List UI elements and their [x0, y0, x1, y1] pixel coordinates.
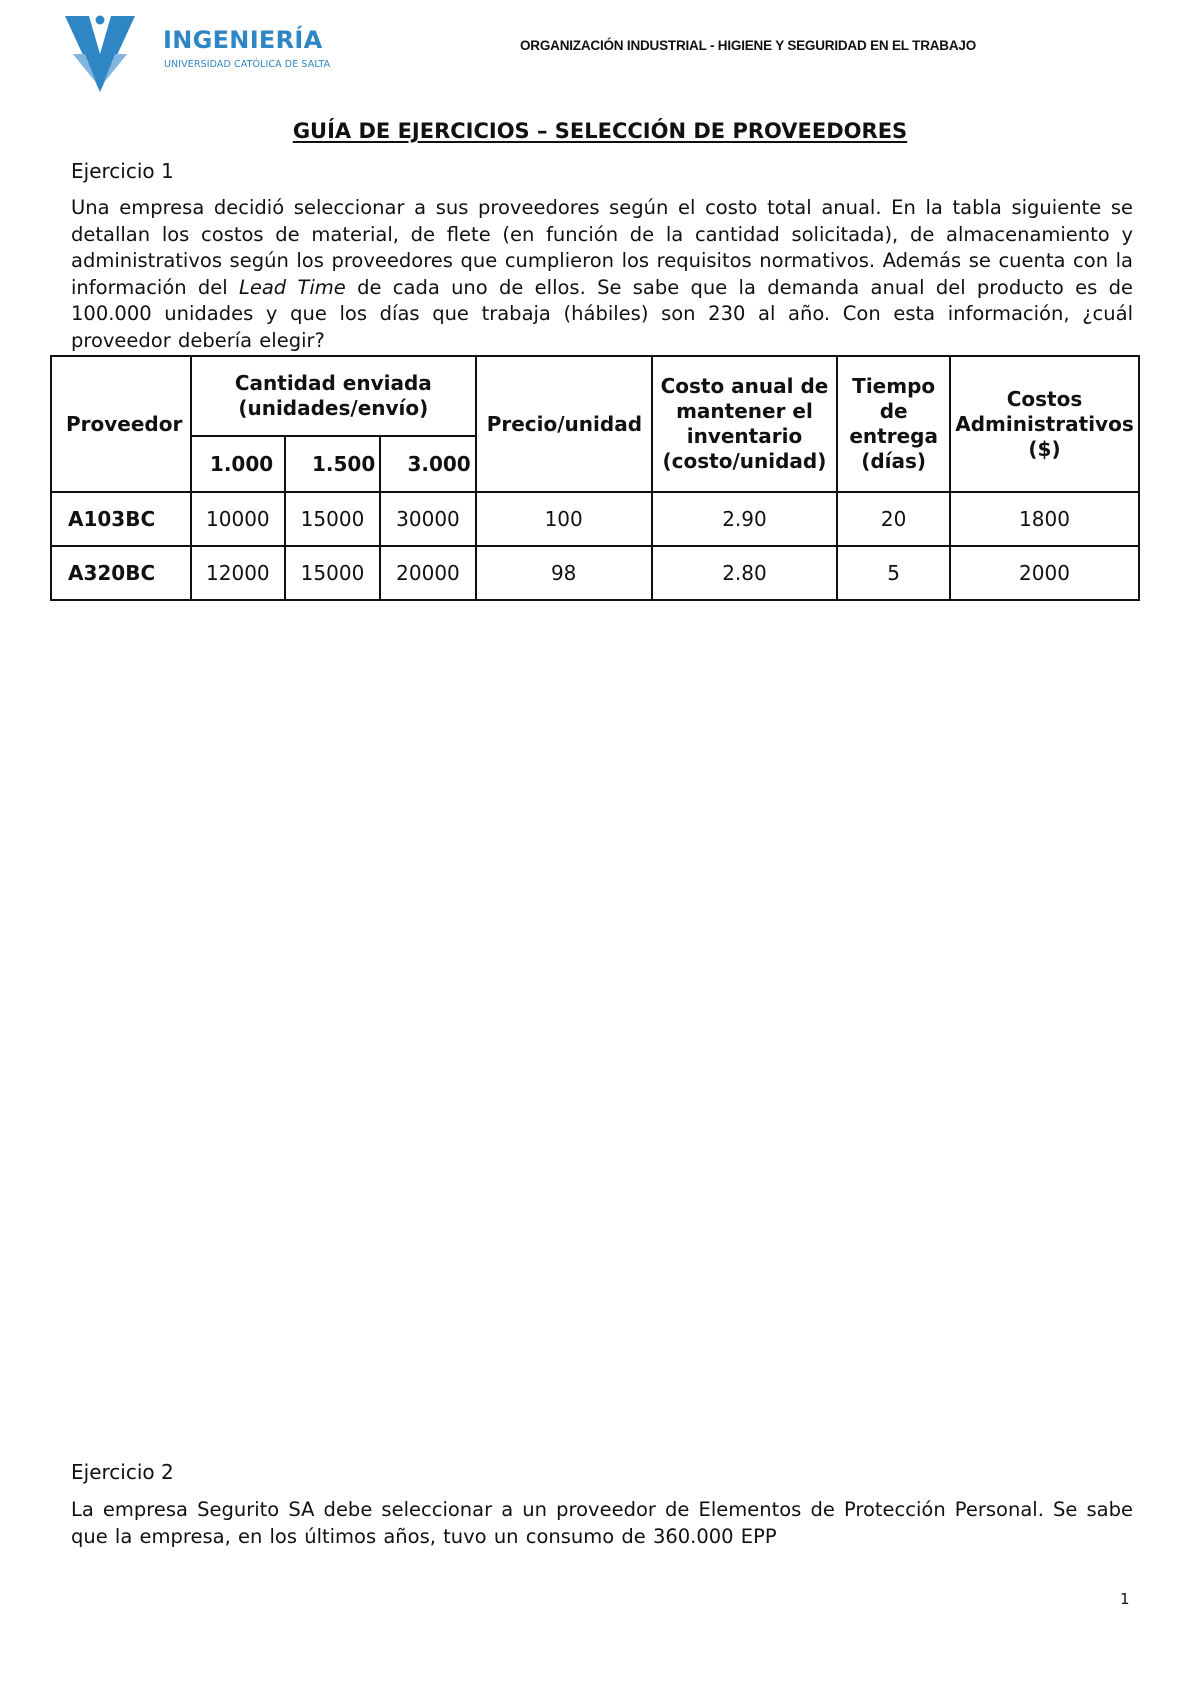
header-quantity: Cantidad enviada (unidades/envío) [191, 356, 476, 436]
logo-mark-icon [65, 14, 135, 94]
header-qty-1000: 1.000 [191, 436, 285, 492]
header-qty-3000: 3.000 [380, 436, 475, 492]
header-holding-cost: Costo anual de mantener el inventario (costo/unidad) [652, 356, 838, 492]
cell-qty-3000: 20000 [380, 546, 475, 600]
cell-qty-3000: 30000 [380, 492, 475, 546]
exercise-1-text-part1: Una empresa decidió seleccionar a sus proveedores según el costo total anual. En la tabla siguiente se detallan los costos de material, de flete (en función de la cantidad solicitada), de almacenamiento y administrativos según los proveedores que cumplieron los requisitos normativos. Además se cuenta con la información del [71, 196, 1133, 299]
header-admin-costs: Costos Administrativos ($) [950, 356, 1139, 492]
university-logo [65, 14, 365, 94]
logo-name: INGENIERÍA [163, 26, 323, 54]
header-supplier: Proveedor [51, 356, 191, 492]
page-number: 1 [1120, 1590, 1130, 1608]
table-row [51, 546, 1139, 600]
cell-holding-cost: 2.80 [652, 546, 838, 600]
exercise-1-text-part2: de cada uno de ellos. Se sabe que la demanda anual del producto es de 100.000 unidades y que los días que trabaja (hábiles) son 230 al año. Con esta información, ¿cuál proveedor debería elegir? [71, 275, 1133, 352]
header-qty-1500: 1.500 [285, 436, 380, 492]
exercise-1-heading: Ejercicio 1 [71, 159, 174, 183]
cell-price: 98 [476, 546, 652, 600]
cell-supplier: A103BC [51, 492, 191, 546]
header-price: Precio/unidad [476, 356, 652, 492]
cell-lead-time: 5 [837, 546, 950, 600]
cell-qty-1000: 12000 [191, 546, 285, 600]
exercise-2-heading: Ejercicio 2 [71, 1460, 174, 1484]
header-lead-time: Tiempo de entrega (días) [837, 356, 950, 492]
cell-lead-time: 20 [837, 492, 950, 546]
suppliers-table [50, 355, 1140, 601]
cell-admin-costs: 1800 [950, 492, 1139, 546]
exercise-1-text [71, 195, 1133, 354]
lead-time-term: Lead Time [239, 275, 346, 299]
cell-holding-cost: 2.90 [652, 492, 838, 546]
cell-admin-costs: 2000 [950, 546, 1139, 600]
document-title: GUÍA DE EJERCICIOS – SELECCIÓN DE PROVEEDORES [292, 119, 908, 143]
cell-qty-1000: 10000 [191, 492, 285, 546]
exercise-2-text: La empresa Segurito SA debe seleccionar a un proveedor de Elementos de Protección Personal. Se sabe que la empresa, en los últimos años, tuvo un consumo de 360.000 EPP [71, 1498, 1133, 1548]
cell-qty-1500: 15000 [285, 492, 380, 546]
table-row [51, 492, 1139, 546]
cell-price: 100 [476, 492, 652, 546]
logo-subtitle: UNIVERSIDAD CATÓLICA DE SALTA [164, 59, 331, 70]
course-header: ORGANIZACIÓN INDUSTRIAL - HIGIENE Y SEGURIDAD EN EL TRABAJO [520, 38, 976, 53]
cell-qty-1500: 15000 [285, 546, 380, 600]
cell-supplier: A320BC [51, 546, 191, 600]
